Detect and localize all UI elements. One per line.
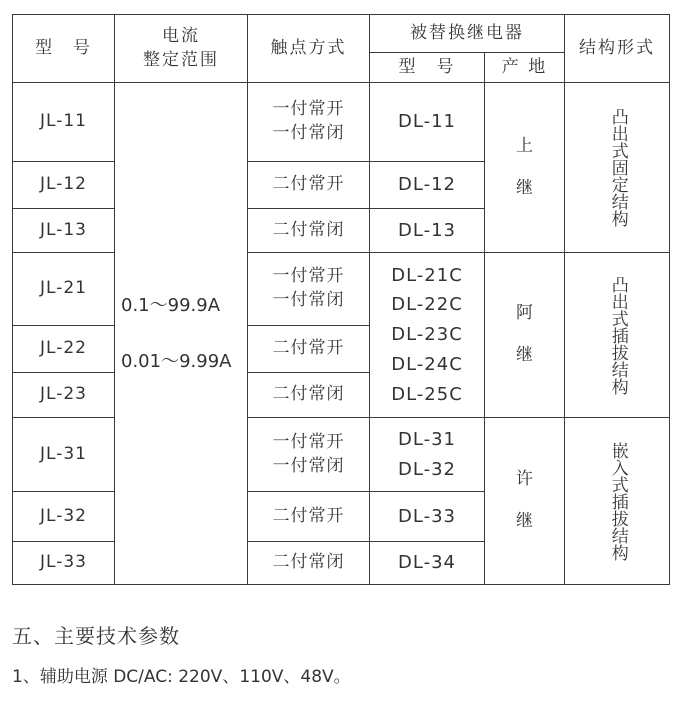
origin-char: 继 [516,345,533,365]
contact-cell [248,253,370,326]
replaced-model: DL-12 [398,174,456,196]
header-current-line2: 整定范围 [143,49,219,70]
replaced-model: DL-11 [398,111,456,133]
origin-cell [485,83,565,253]
contact-cell [248,373,370,418]
relay-spec-table [12,14,670,585]
contact-cell [248,418,370,492]
structure-text: 嵌入式插拔结构 [607,441,628,561]
contact-cell [248,209,370,253]
contact-line: 二付常开 [272,505,345,526]
current-range-2: 0.01～9.99A [121,350,232,372]
contact-line: 二付常开 [272,338,345,359]
header-current-line1: 电流 [162,25,200,46]
header-replaced-model: 型 号 [370,53,485,83]
contact-line: 二付常开 [272,174,345,195]
replaced-model-cell [370,209,485,253]
contact-line: 一付常闭 [272,290,345,310]
model-cell: JL-31 [13,418,115,492]
replaced-model-cell [370,492,485,542]
contact-cell [248,162,370,209]
replaced-model: DL-13 [398,219,456,241]
replaced-model: DL-32 [398,458,456,480]
replaced-model: DL-22C [391,294,463,316]
header-contact: 触点方式 [248,15,370,83]
contact-line: 二付常闭 [272,552,345,573]
structure-text: 凸出式插拔结构 [607,275,628,395]
model-cell: JL-13 [13,209,115,253]
replaced-model: DL-21C [391,264,463,286]
contact-line: 一付常开 [272,99,345,120]
origin-char: 阿 [516,303,533,324]
header-replaced: 被替换继电器 [370,15,565,53]
contact-line: 一付常开 [272,431,345,452]
structure-cell [565,418,670,585]
model-cell: JL-12 [13,162,115,209]
model-cell: JL-33 [13,542,115,585]
section-title: 五、主要技术参数 [12,624,180,648]
structure-cell [565,253,670,418]
replaced-model: DL-23C [391,324,463,346]
header-model: 型 号 [13,15,115,83]
contact-cell [248,83,370,162]
header-origin: 产 地 [485,53,565,83]
header-current-range [115,15,248,83]
replaced-model: DL-25C [391,383,463,405]
header-structure: 结构形式 [565,15,670,83]
replaced-model: DL-34 [398,552,456,574]
origin-cell [485,253,565,418]
param-aux-power: 1、辅助电源 DC/AC: 220V、110V、48V。 [12,667,351,687]
origin-cell [485,418,565,585]
structure-cell [565,83,670,253]
contact-cell [248,492,370,542]
model-cell: JL-23 [13,373,115,418]
current-range-cell [115,83,248,585]
model-cell: JL-11 [13,83,115,162]
replaced-model: DL-24C [391,353,463,375]
contact-line: 一付常闭 [272,455,345,476]
contact-line: 二付常闭 [272,219,345,240]
origin-char: 上 [516,135,533,156]
origin-char: 继 [516,511,533,531]
contact-line: 一付常闭 [272,123,345,143]
replaced-model-cell [370,542,485,585]
contact-cell [248,326,370,373]
contact-line: 一付常开 [272,266,345,287]
model-cell: JL-21 [13,253,115,326]
contact-line: 二付常闭 [272,384,345,405]
replaced-model: DL-31 [398,428,456,450]
replaced-model-cell [370,83,485,162]
current-range-1: 0.1～99.9A [121,295,221,317]
structure-text: 凸出式固定结构 [607,108,628,227]
origin-char: 继 [516,177,533,198]
model-cell: JL-22 [13,326,115,373]
replaced-model-cell [370,162,485,209]
model-cell: JL-32 [13,492,115,542]
replaced-model: DL-33 [398,505,456,527]
replaced-model-cell [370,418,485,492]
replaced-model-cell [370,253,485,418]
origin-char: 许 [516,469,533,490]
contact-cell [248,542,370,585]
